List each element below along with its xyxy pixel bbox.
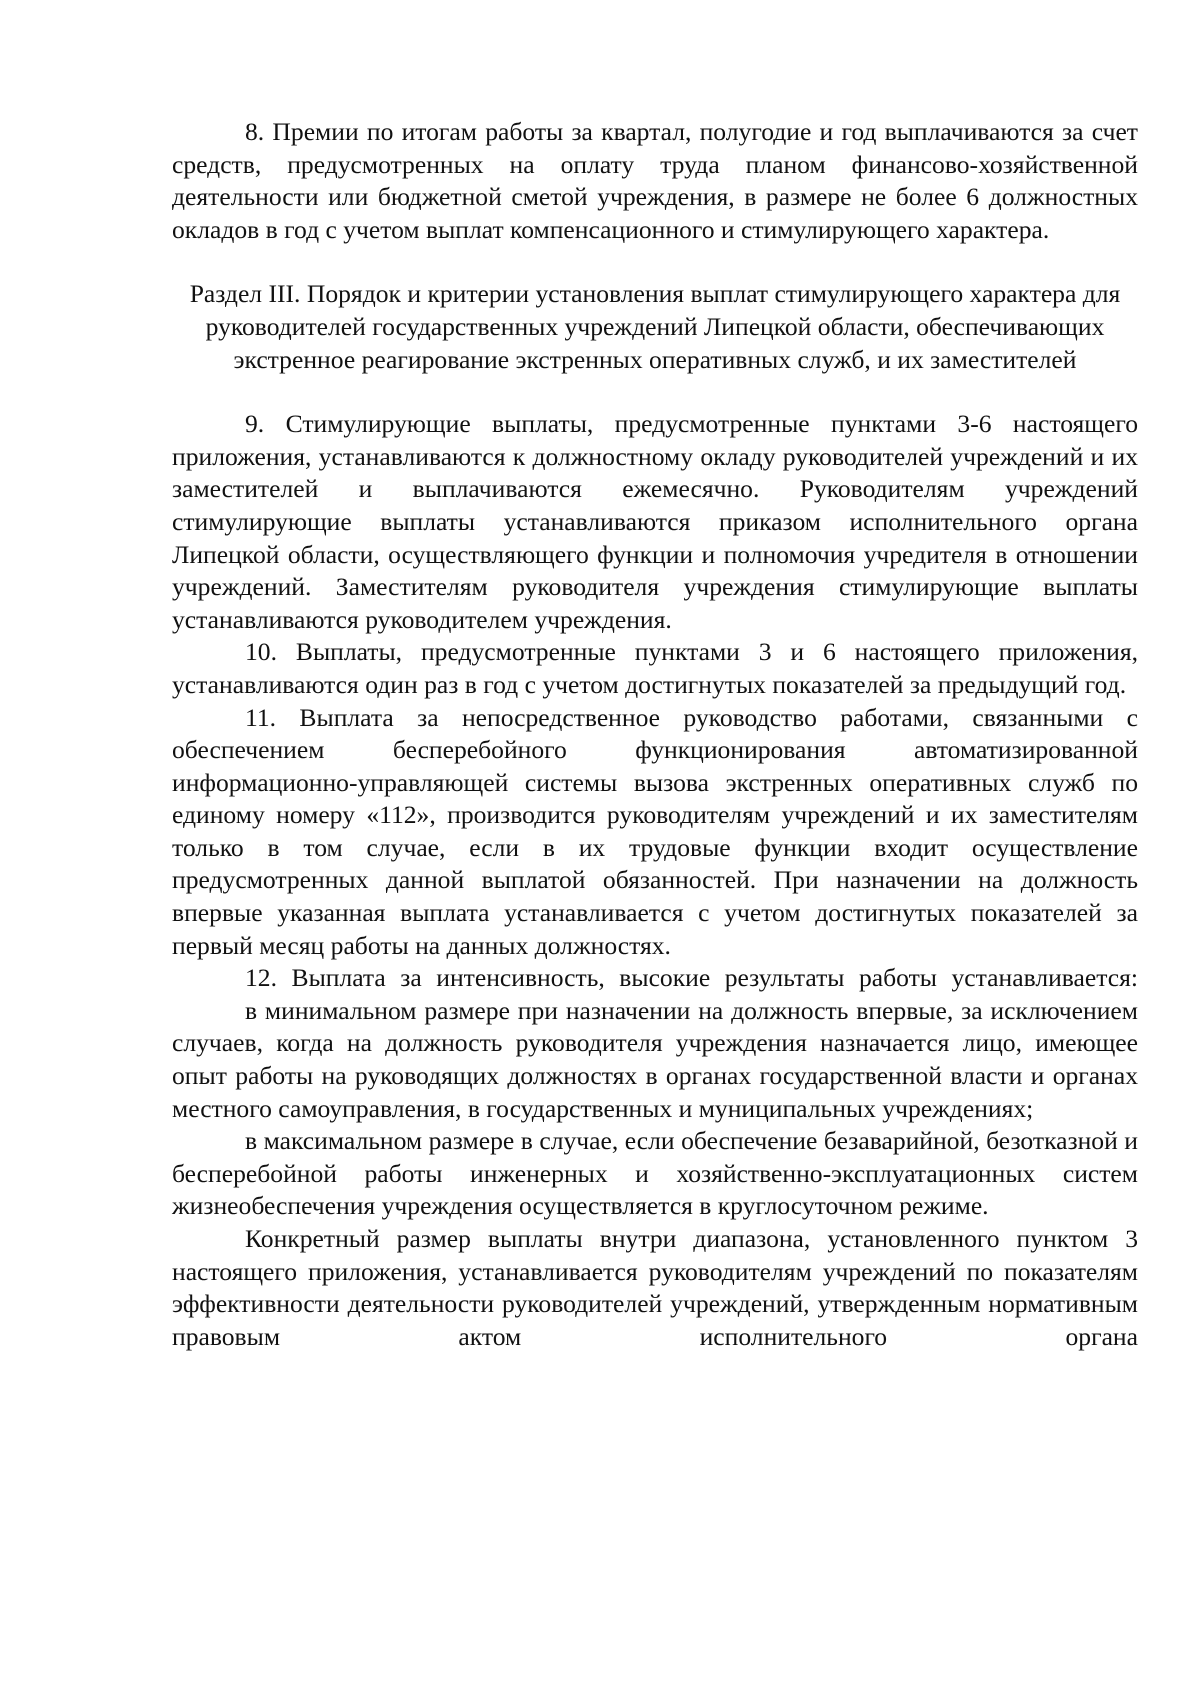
paragraph-8: 8. Премии по итогам работы за квартал, полугодие и год выплачиваются за счет средств, предусмотренных на оплату труда планом финансово-хозяйственной деятельности или бюджетной сметой учреждения, в размере не более 6 должностных окладов в год с учетом выплат компенсационного и стимулирующего характера. xyxy=(172,117,1138,244)
section-heading: Раздел III. Порядок и критерии установления выплат стимулирующего характера для руководителей государственных учреждений Липецкой области, обеспечивающих экстренное реагирование экстренных оперативных служб, и их заместителей xyxy=(189,279,1121,374)
spacer xyxy=(172,246,1138,278)
paragraph-12: 12. Выплата за интенсивность, высокие результаты работы устанавливается: xyxy=(245,963,1138,993)
paragraph-10: 10. Выплаты, предусмотренные пунктами 3 и 6 настоящего приложения, устанавливаются один раз в год с учетом достигнутых показателей за предыдущий год. xyxy=(172,637,1138,699)
paragraph-specific-amount: Конкретный размер выплаты внутри диапазона, установленного пунктом 3 настоящего приложения, устанавливается руководителям учреждений по показателям эффективности деятельности руководителей учреждений, утвержденным нормативным правовым актом исполнительного органа xyxy=(172,1224,1138,1351)
spacer xyxy=(172,376,1138,408)
document-body xyxy=(172,116,1138,1353)
paragraph-12-minimum: в минимальном размере при назначении на должность впервые, за исключением случаев, когда на должность руководителя учреждения назначается лицо, имеющее опыт работы на руководящих должностях в органах государственной власти и органах местного самоуправления, в государственных и муниципальных учреждениях; xyxy=(172,995,1138,1123)
paragraph-11: 11. Выплата за непосредственное руководство работами, связанными с обеспечением бесперебойного функционирования автоматизированной информационно-управляющей системы вызова экстренных оперативных служб по единому номеру «112», производится руководителям учреждений и их заместителям только в том случае, если в их трудовые функции входит осуществление предусмотренных данной выплатой обязанностей. При назначении на должность впервые указанная выплата устанавливается с учетом достигнутых показателей за первый месяц работы на данных должностях. xyxy=(172,702,1138,960)
paragraph-12-maximum: в максимальном размере в случае, если обеспечение безаварийной, безотказной и бесперебойной работы инженерных и хозяйственно-эксплуатационных систем жизнеобеспечения учреждения осуществляется в круглосуточном режиме. xyxy=(172,1126,1138,1221)
paragraph-9: 9. Стимулирующие выплаты, предусмотренные пунктами 3-6 настоящего приложения, устанавливаются к должностному окладу руководителей учреждений и их заместителей и выплачиваются ежемесячно. Руководителям учреждений стимулирующие выплаты устанавливаются приказом исполнительного органа Липецкой области, осуществляющего функции и полномочия учредителя в отношении учреждений. Заместителям руководителя учреждения стимулирующие выплаты устанавливаются руководителем учреждения. xyxy=(172,409,1138,634)
